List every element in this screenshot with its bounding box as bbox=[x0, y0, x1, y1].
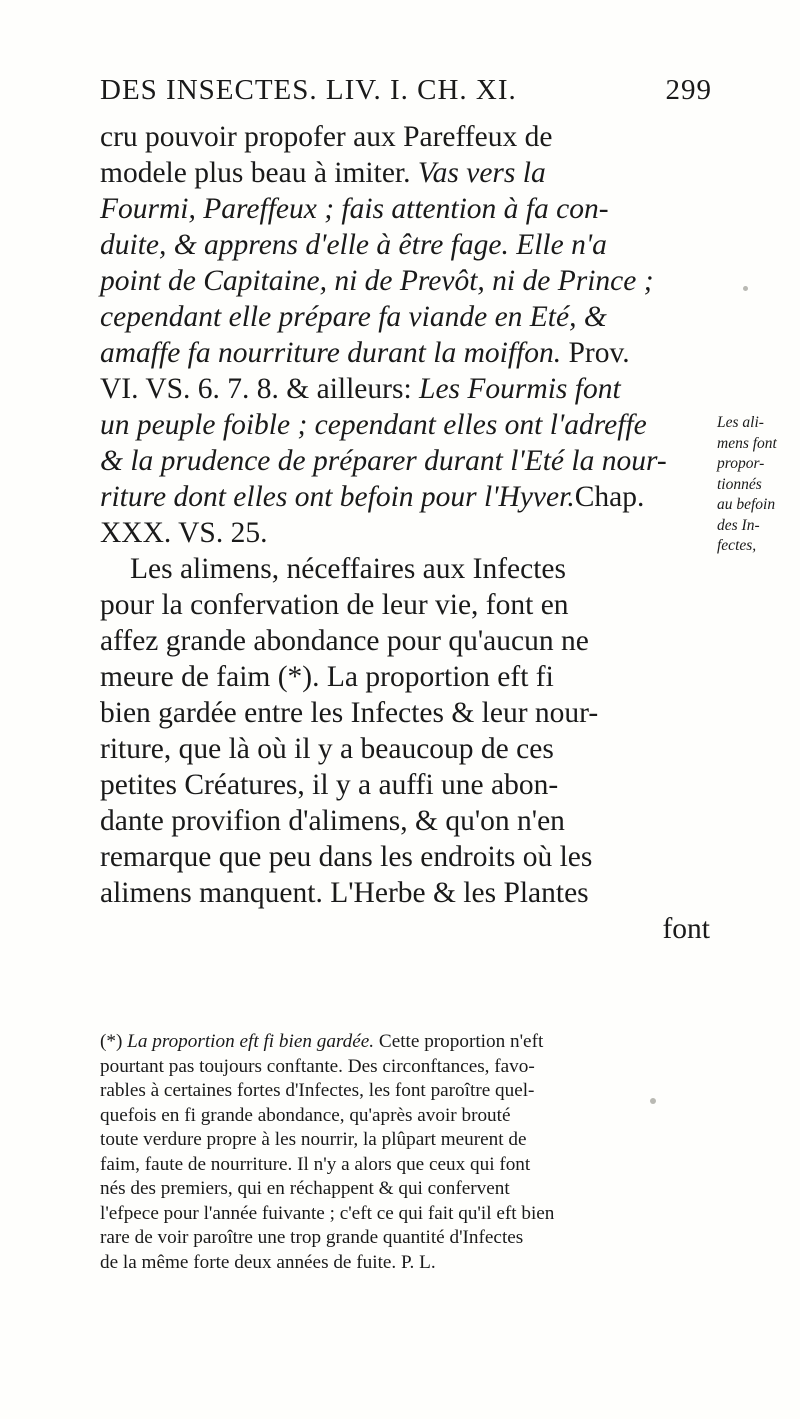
marginal-note-line: mens font bbox=[717, 434, 777, 452]
footnote-line bbox=[100, 1226, 712, 1251]
text-line bbox=[100, 119, 710, 155]
text-run: Chap. bbox=[574, 481, 645, 513]
text-run: pourtant pas toujours conftante. Des circonftances, favo- bbox=[100, 1055, 535, 1077]
text-run: rare de voir paroître une trop grande quantité d'Infectes bbox=[100, 1227, 524, 1248]
main-text bbox=[100, 119, 710, 947]
text-run: un peuple foible ; cependant elles ont l'adreffe bbox=[100, 409, 647, 441]
footnote-line bbox=[100, 1202, 712, 1227]
text-line bbox=[100, 443, 710, 479]
text-line bbox=[100, 695, 710, 731]
footnote-line bbox=[100, 1177, 712, 1202]
text-line bbox=[100, 407, 710, 443]
footnote-line bbox=[100, 1128, 712, 1153]
text-run: l'efpece pour l'année fuivante ; c'eft ce qui fait qu'il eft bien bbox=[100, 1202, 555, 1224]
marginal-note-line: propor- bbox=[717, 455, 765, 472]
text-line bbox=[100, 227, 710, 263]
text-run: VI. VS. 6. 7. 8. & ailleurs: bbox=[100, 373, 420, 405]
text-line bbox=[100, 731, 710, 767]
running-head-title: DES INSECTES. LIV. I. CH. XI. bbox=[100, 74, 517, 106]
text-run: bien gardée entre les Infectes & leur nour- bbox=[100, 697, 599, 729]
text-run: point de Capitaine, ni de Prevôt, ni de Prince ; bbox=[100, 265, 654, 297]
text-line bbox=[100, 911, 710, 947]
text-run: Les Fourmis font bbox=[419, 373, 621, 405]
marginal-note-line: fectes, bbox=[717, 537, 757, 554]
text-run: cependant elle prépare fa viande en Eté, & bbox=[100, 301, 607, 333]
text-line bbox=[100, 263, 710, 299]
text-run: remarque que peu dans les endroits où les bbox=[100, 841, 593, 873]
marginal-note-line: Les ali- bbox=[717, 414, 764, 431]
footnote-line bbox=[100, 1079, 712, 1104]
text-line bbox=[100, 155, 710, 191]
text-line bbox=[100, 551, 710, 587]
text-line bbox=[100, 659, 710, 695]
text-run: amaffe fa nourriture durant la moiffon. bbox=[100, 337, 562, 369]
text-line bbox=[100, 371, 710, 407]
text-line bbox=[100, 299, 710, 335]
running-head bbox=[100, 74, 712, 114]
text-run: XXX. VS. 25. bbox=[100, 517, 268, 549]
footnote-line bbox=[100, 1251, 712, 1276]
text-run: dante provifion d'alimens, & qu'on n'en bbox=[100, 805, 565, 837]
marginal-note bbox=[717, 413, 797, 557]
footnote-line bbox=[100, 1153, 712, 1178]
marginal-note-line: des In- bbox=[717, 516, 760, 534]
text-run: quefois en fi grande abondance, qu'après avoir brouté bbox=[100, 1104, 511, 1126]
text-run: Prov. bbox=[561, 337, 630, 369]
footnote bbox=[100, 1030, 712, 1275]
text-run: duite, & apprens d'elle à être fage. Elle n'a bbox=[100, 229, 607, 261]
text-line bbox=[100, 191, 710, 227]
text-run: toute verdure propre à les nourrir, la plûpart meurent de bbox=[100, 1129, 527, 1150]
text-line bbox=[100, 623, 710, 659]
text-run: petites Créatures, il y a auffi une abon- bbox=[100, 769, 559, 801]
text-line bbox=[100, 515, 710, 551]
text-run: font bbox=[662, 913, 710, 945]
text-run: (*) bbox=[100, 1031, 128, 1052]
ink-speck bbox=[650, 1098, 656, 1104]
text-run: faim, faute de nourriture. Il n'y a alors que ceux qui font bbox=[100, 1153, 531, 1175]
page-number: 299 bbox=[665, 74, 712, 106]
marginal-note-line: tionnés bbox=[717, 475, 762, 493]
text-run: riture, que là où il y a beaucoup de ces bbox=[100, 733, 554, 765]
text-line bbox=[100, 587, 710, 623]
text-run: Vas vers la bbox=[417, 157, 546, 189]
text-run: Les alimens, néceffaires aux Infectes bbox=[130, 553, 567, 585]
text-run: Fourmi, Pareffeux ; fais attention à fa con- bbox=[100, 193, 609, 225]
text-run: Cette proportion n'eft bbox=[374, 1031, 544, 1052]
ink-speck bbox=[743, 286, 748, 291]
text-run: de la même forte deux années de fuite. P. L. bbox=[100, 1251, 436, 1273]
footnote-line bbox=[100, 1104, 712, 1129]
text-line bbox=[100, 479, 710, 515]
text-line bbox=[100, 839, 710, 875]
text-run: rables à certaines fortes d'Infectes, les font paroître quel- bbox=[100, 1080, 535, 1101]
text-run: meure de faim (*). La proportion eft fi bbox=[100, 661, 554, 693]
text-run: riture dont elles ont befoin pour l'Hyver. bbox=[100, 481, 575, 513]
text-line bbox=[100, 803, 710, 839]
text-run: alimens manquent. L'Herbe & les Plantes bbox=[100, 877, 589, 909]
text-run: affez grande abondance pour qu'aucun ne bbox=[100, 625, 589, 657]
text-run: La proportion eft fi bien gardée. bbox=[127, 1031, 375, 1052]
text-line bbox=[100, 767, 710, 803]
text-run: modele plus beau à imiter. bbox=[100, 157, 418, 189]
footnote-line bbox=[100, 1055, 712, 1080]
footnote-line bbox=[100, 1030, 712, 1055]
text-run: pour la confervation de leur vie, font en bbox=[100, 589, 569, 621]
text-run: cru pouvoir propofer aux Pareffeux de bbox=[100, 121, 553, 153]
marginal-note-line: au befoin bbox=[717, 496, 776, 513]
text-line bbox=[100, 875, 710, 911]
text-run: & la prudence de préparer durant l'Eté la nour- bbox=[100, 445, 667, 477]
text-line bbox=[100, 335, 710, 371]
text-run: nés des premiers, qui en réchappent & qui confervent bbox=[100, 1178, 510, 1199]
